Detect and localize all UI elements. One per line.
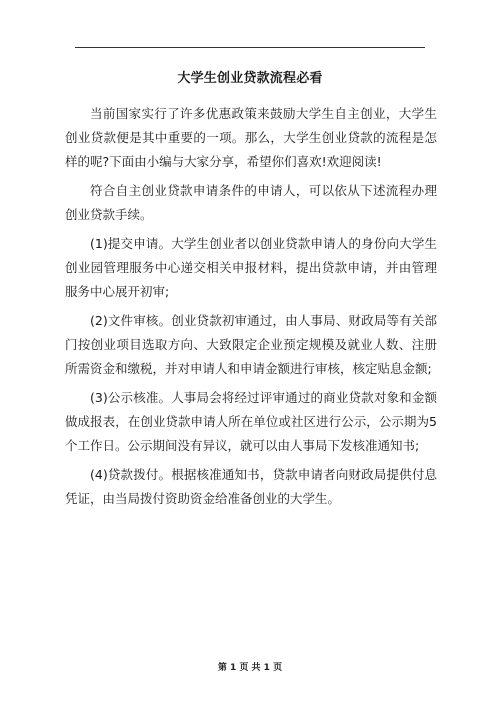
document-title: 大学生创业贷款流程必看 (177, 71, 323, 86)
paragraph-step-3: (3)公示核准。人事局会将经过评审通过的商业贷款对象和金额做成报表，在创业贷款申请人所在单位或社区进行公示，公示期为5个工作日。公示期间没有异议，就可以由人事局下发核准通知书; (65, 390, 437, 453)
paragraph-eligibility: 符合自主创业贷款申请条件的申请人，可以依从下述流程办理创业贷款手续。 (65, 183, 437, 222)
paragraph-step-4: (4)贷款拨付。根据核准通知书，贷款申请者向财政局提供付息凭证，由当局拨付资助资金给准备创业的大学生。 (65, 467, 437, 506)
document-body (65, 102, 437, 516)
paragraph-step-2: (2)文件审核。创业贷款初审通过，由人事局、财政局等有关部门按创业项目选取方向、大致限定企业预定规模及就业人数、注册所需资金和缴税，并对申请人和申请金额进行审核，核定贴息金额; (65, 313, 437, 376)
page-footer: 第 1 页 共 1 页 (217, 663, 283, 673)
paragraph-intro: 当前国家实行了许多优惠政策来鼓励大学生自主创业，大学生创业贷款便是其中重要的一项。那么，大学生创业贷款的流程是怎样的呢?下面由小编与大家分享，希望你们喜欢!欢迎阅读! (65, 106, 437, 169)
paragraph-step-1: (1)提交申请。大学生创业者以创业贷款申请人的身份向大学生创业园管理服务中心递交相关申报材料，提出贷款申请，并由管理服务中心展开初审; (65, 236, 437, 299)
header-rule (75, 47, 425, 48)
